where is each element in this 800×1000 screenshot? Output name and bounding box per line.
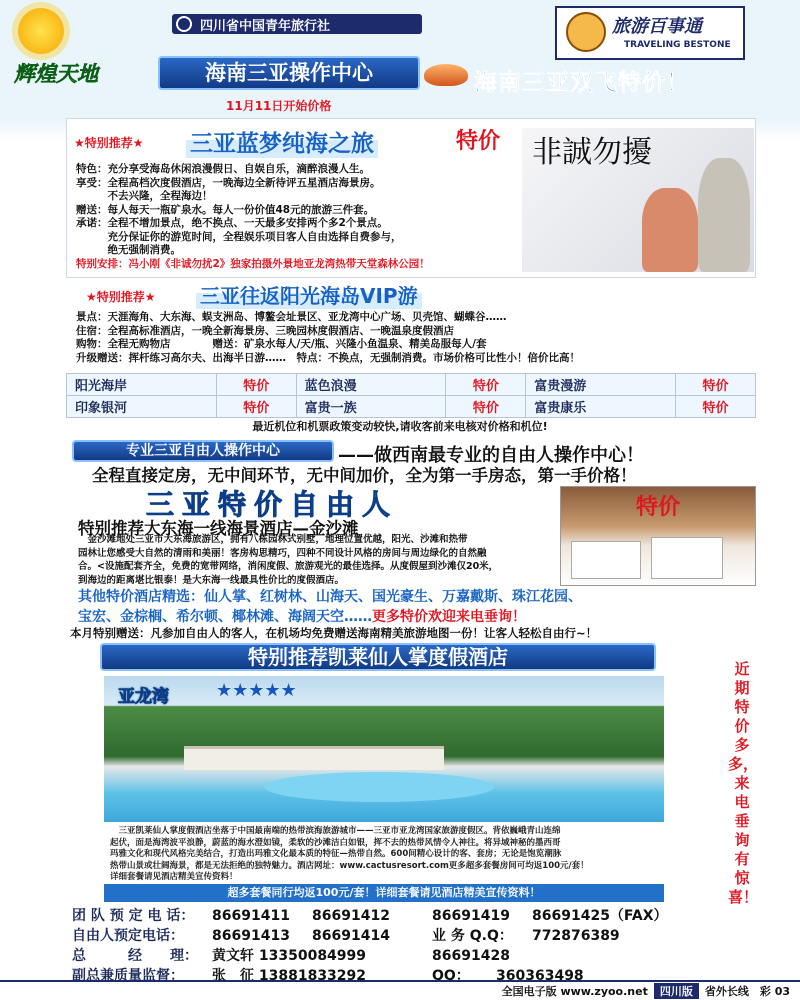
contact-label: QQ： (432, 968, 470, 984)
free-travel-title: 三亚特价自由人 (146, 488, 399, 521)
contact-list (72, 906, 668, 986)
contact-value[interactable]: 86691425（FAX） (532, 908, 668, 924)
tour1-line: 承诺：全程不增加景点，绝不换点、一天最多安排两个多2个景点。 (76, 217, 388, 229)
special-price-label: 特价 (456, 129, 501, 154)
desc-line: 起伏，面是海湾波平浪静，蔚蓝的海水澄如镜，柔软的沙滩洁白如银，挥不去的热带风情令人神往。将异域神秘的墨西哥 (110, 837, 561, 848)
resort-desc (104, 822, 664, 888)
package-name: 印象银河 (67, 396, 217, 418)
shell-icon (424, 64, 468, 86)
sun-logo-icon (18, 8, 64, 54)
tour1-title: 三亚蓝梦纯海之旅 (186, 125, 378, 158)
logo-text: 辉煌天地 (14, 62, 98, 86)
contact-row (72, 926, 668, 946)
recommend-label: ★特别推荐★ (86, 290, 156, 304)
contact-row (72, 946, 668, 966)
price-table (66, 373, 756, 418)
desc-line: 到海边的距离堪比银泰！是大东海一线最具性价比的度假酒店。 (78, 574, 345, 586)
package-price: 特价 (676, 374, 756, 396)
contact-value[interactable]: 772876389 (532, 928, 620, 944)
star-rating-icon: ★★★★★ (216, 680, 297, 701)
edition-badge: 四川版 (654, 983, 699, 999)
other-hotels (78, 587, 582, 627)
special-price-label: 特价 (636, 495, 681, 520)
package-name: 富贵一族 (296, 396, 446, 418)
free-travel-slogan: ——做西南最专业的自由人操作中心！ (338, 445, 644, 466)
contact-label: 总 经 理： (72, 948, 198, 964)
contact-value[interactable]: 张 征 13881833292 (212, 968, 367, 984)
movie-promo-photo (522, 128, 754, 272)
package-price: 特价 (216, 374, 296, 396)
kaili-title-bar: 特别推荐凯莱仙人掌度假酒店 (100, 643, 656, 671)
agency-name: 四川省中国青年旅行社 (172, 14, 422, 34)
tour2-line: 景点：天涯海角、大东海、蜈支洲岛、博鳌会址景区、亚龙湾中心广场、贝壳馆、蝴蝶谷…… (76, 311, 507, 323)
monthly-gift: 本月特别赠送：凡参加自由人的客人，在机场均免费赠送海南精美旅游地图一份！让客人轻松自由行~！ (70, 626, 598, 640)
tour1-details (76, 163, 430, 271)
footer-site[interactable]: 全国电子版 www.zyoo.net (501, 985, 648, 998)
contact-label: 业 务 Q.Q： (432, 928, 513, 944)
tour1-line: 充分保证你的游览时间，全程娱乐项目客人自由选择自费参与， (76, 230, 402, 243)
center-title: 海南三亚操作中心 (158, 56, 420, 90)
desc-line: 详细套餐请见酒店精美宣传资料！ (110, 872, 238, 882)
contact-value[interactable]: 86691428 (432, 948, 510, 964)
photo-caption: 非誠勿擾 (532, 135, 652, 170)
desc-line: 园林让您感受大自然的清雨和美丽！客房构思精巧，四种不同设计风格的房间与周边绿化的自然融 (78, 547, 487, 559)
mascot-icon (566, 12, 606, 52)
tour2-line: 升级赠送：挥杆练习高尔夫、出海半日游…… 特点：不换点，无强制消费。市场价格可比性小！倍价比高！ (76, 351, 580, 364)
footer (0, 980, 800, 1000)
date-note: 11月11日开始价格 (226, 99, 332, 113)
contact-label: 副总兼质量监督： (72, 968, 184, 984)
contact-value[interactable]: 86691411 (212, 908, 290, 924)
tour1-line: 特色：充分享受海岛休闲浪漫假日、自娱自乐，滴醉浪漫人生。 (76, 163, 370, 175)
tour2-details (76, 311, 580, 365)
tour1-line: 绝无强制消费。 (76, 244, 181, 256)
featured-hotel-title: 特别推荐大东海一线海景酒店—金沙滩 (78, 519, 359, 538)
package-name: 富贵康乐 (526, 396, 676, 418)
contact-label: 自由人预定电话： (72, 928, 184, 944)
more-deals: 更多特价欢迎来电垂询！ (372, 609, 526, 625)
bed-shape (571, 541, 641, 579)
desc-line: 合。<设施配套齐全，免费的宽带网络，消闲度假、旅游观光的最佳选择。从度假屋到沙滩仅20米， (78, 561, 499, 572)
desc-line: 金沙滩地处三亚市大东海旅游区，拥有八栋园林式别墅，地理位置优越，阳光、沙滩和热带 (78, 534, 468, 545)
tour2-line: 购物：全程无购物店 赠送：矿泉水每人/天/瓶、兴隆小鱼温泉、精美岛服每人/套 (76, 338, 487, 350)
globe-icon (176, 16, 192, 32)
table-row (67, 396, 756, 418)
tour1-line: 不去兴隆，全程海边！ (76, 190, 213, 202)
contact-value[interactable]: 360363498 (496, 968, 584, 984)
resort-pool (264, 772, 494, 802)
contact-label: 团 队 预 定 电 话： (72, 908, 195, 924)
special-arrangement: 特别安排：冯小刚《非诚勿扰2》独家拍摄外景地亚龙湾热带天堂森林公园！ (76, 257, 430, 270)
tour2-title: 三亚往返阳光海岛VIP游 (196, 280, 422, 309)
side-promo: 近期特价多多，来电垂询有惊喜！ (728, 660, 759, 906)
package-price: 特价 (446, 374, 526, 396)
policy-notice: 最近机位和机票政策变动较快,请收客前来电核对价格和机位! (252, 420, 548, 433)
package-note: 超多套餐同行均返100元/套！详细套餐请见酒店精美宣传资料！ (104, 884, 664, 902)
brand-name-en: TRAVELING BESTONE (624, 40, 731, 50)
contact-value[interactable]: 86691412 (312, 908, 390, 924)
featured-hotel-desc (78, 533, 498, 587)
desc-line: 玛雅文化和现代风格完美结合，打造出玛雅文化最本质的特征—热带自然。600间精心设计的客、套房；无论是饱览潮脉 (110, 849, 562, 859)
contact-value[interactable]: 黄文轩 13350084999 (212, 948, 367, 964)
other-hotels-line (78, 607, 582, 627)
desc-line: 热带山景或壮阔海景，都是无法拒绝的独特魅力。酒店网址：www.cactusresort.com更多超多套餐房间可均返100元/套！ (110, 860, 589, 871)
table-row (67, 374, 756, 396)
location-label: 亚龙湾 (118, 687, 169, 707)
tour1-line: 享受：全程高档次度假酒店，一晚海边全新待评五星酒店海景房。 (76, 176, 381, 189)
other-hotels-line: 其他特价酒店精选：仙人掌、红树林、山海天、国光豪生、万嘉戴斯、珠江花园、 (78, 589, 582, 605)
package-name: 蓝色浪漫 (296, 374, 446, 396)
contact-value[interactable]: 86691414 (312, 928, 390, 944)
tour2-line: 住宿：全程高标准酒店，一晚全新海景房、三晚园林度假酒店、一晚温泉度假酒店 (76, 324, 454, 337)
contact-row (72, 906, 668, 926)
brand-name: 旅游百事通 (612, 16, 702, 37)
actor-figure (698, 158, 750, 272)
desc-line: 三亚凯莱仙人掌度假酒店坐落于中国最南端的热带滨海旅游城市——三亚市亚龙湾国家旅游度假区。背依巍峨青山连绵 (110, 826, 561, 836)
contact-value[interactable]: 86691413 (212, 928, 290, 944)
actress-figure (642, 188, 698, 272)
resort-building (184, 746, 444, 770)
package-price: 特价 (216, 396, 296, 418)
recommend-label: ★特别推荐★ (74, 136, 144, 150)
tour1-line: 赠送：每人每天一瓶矿泉水。每人一份价值48元的旅游三件套。 (76, 203, 375, 216)
package-name: 富贵漫游 (526, 374, 676, 396)
free-travel-bar: 专业三亚自由人操作中心 (72, 440, 334, 462)
main-title: 海南三亚双飞特价！ (474, 70, 690, 96)
footer-section: 省外长线 彩 03 (704, 985, 790, 998)
resort-photo (104, 676, 664, 822)
free-travel-subtitle: 全程直接定房，无中间环节，无中间加价，全为第一手房态，第一手价格！ (92, 466, 637, 485)
package-price: 特价 (676, 396, 756, 418)
other-hotels-list: 宝宏、金棕榈、希尔顿、椰林滩、海阔天空…… (78, 609, 372, 625)
bed-shape (651, 537, 723, 579)
package-price: 特价 (446, 396, 526, 418)
contact-value[interactable]: 86691419 (432, 908, 510, 924)
package-name: 阳光海岸 (67, 374, 217, 396)
